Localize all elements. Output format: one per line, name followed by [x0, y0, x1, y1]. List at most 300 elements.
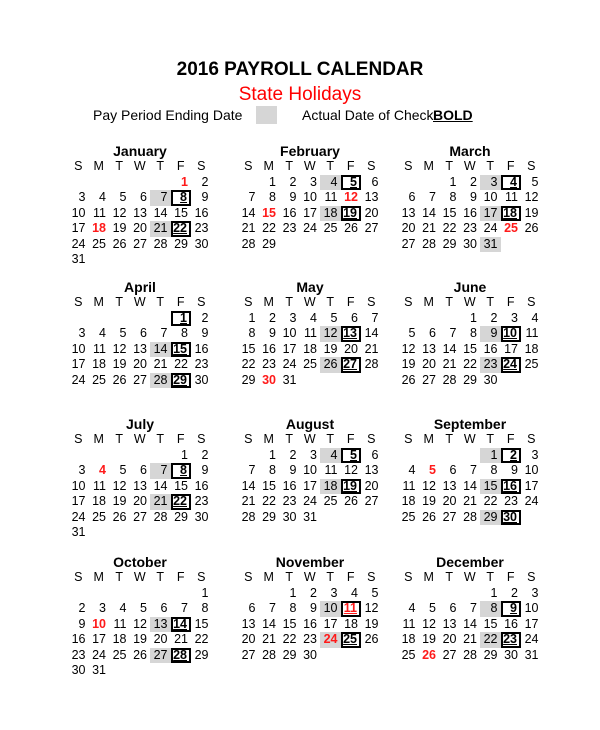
- day-cell: 4: [99, 190, 106, 204]
- check-date-day: 11: [341, 601, 362, 617]
- weekday-header: M: [93, 295, 104, 309]
- empty-cell: [68, 448, 89, 464]
- day-cell: 7: [429, 190, 436, 204]
- day-cell: 15: [174, 478, 188, 493]
- day-cell: 16: [282, 205, 297, 220]
- check-date-day: 2: [501, 448, 522, 464]
- day-cell: 26: [133, 647, 147, 662]
- day-cell: 7: [470, 463, 477, 477]
- day-cell: 15: [241, 341, 256, 356]
- day-cell: 13: [364, 190, 379, 204]
- day-cell: 1: [289, 585, 297, 600]
- weekday-header: T: [156, 295, 165, 309]
- day-cell: 13: [133, 341, 147, 356]
- weekday-header: S: [197, 159, 206, 173]
- weekday-header: F: [176, 295, 185, 309]
- weekday-header: W: [133, 570, 146, 584]
- day-cell: 27: [133, 509, 147, 524]
- day-cell: 10: [71, 341, 86, 356]
- empty-cell: [419, 448, 440, 464]
- empty-cell: [130, 311, 151, 327]
- day-cell: 26: [344, 221, 358, 235]
- weekday-header: T: [285, 570, 294, 584]
- day-cell: 15: [483, 616, 498, 631]
- weekday-header: W: [133, 295, 146, 309]
- day-cell: 10: [71, 205, 86, 220]
- day-cell: 31: [282, 372, 297, 387]
- pay-period-end-day: 9: [480, 326, 501, 342]
- day-cell: 8: [470, 326, 477, 340]
- weekday-header: F: [346, 570, 355, 584]
- month-grid: [238, 432, 382, 525]
- weekday-header: T: [285, 295, 294, 309]
- month-name: November: [275, 554, 345, 570]
- empty-cell: [130, 448, 151, 464]
- empty-cell: [439, 311, 460, 327]
- weekday-header: S: [404, 570, 413, 584]
- pay-period-end-day: 31: [480, 237, 501, 253]
- check-date-day: 16: [501, 479, 522, 495]
- empty-cell: [150, 586, 171, 602]
- legend-gray-swatch: [256, 106, 277, 124]
- day-cell: 26: [524, 221, 539, 235]
- day-cell: 13: [401, 205, 416, 220]
- day-cell: 26: [344, 494, 358, 508]
- weekday-header: T: [445, 159, 454, 173]
- day-cell: 3: [78, 190, 86, 204]
- day-cell: 16: [303, 616, 317, 631]
- day-cell: 13: [241, 616, 256, 631]
- day-cell: 20: [133, 357, 147, 371]
- holiday-day: 18: [92, 221, 106, 235]
- day-cell: 2: [289, 174, 297, 189]
- legend-check-label: Actual Date of Check: [302, 107, 434, 123]
- day-cell: 19: [364, 616, 379, 631]
- day-cell: 6: [140, 463, 147, 477]
- weekday-header: T: [156, 432, 165, 446]
- empty-cell: [109, 586, 130, 602]
- day-cell: 16: [194, 205, 209, 220]
- day-cell: 26: [364, 632, 379, 646]
- day-cell: 16: [463, 205, 477, 220]
- day-cell: 26: [112, 236, 127, 251]
- day-cell: 15: [442, 205, 457, 220]
- day-cell: 18: [112, 632, 127, 646]
- check-date-day: 18: [501, 206, 522, 222]
- day-cell: 25: [92, 236, 106, 251]
- day-cell: 6: [351, 310, 358, 325]
- weekday-header: S: [244, 295, 253, 309]
- month-grid: [68, 295, 212, 388]
- day-cell: 29: [442, 236, 457, 251]
- day-cell: 1: [470, 310, 477, 325]
- empty-cell: [419, 586, 440, 602]
- empty-cell: [68, 311, 89, 327]
- day-cell: 27: [364, 494, 379, 508]
- state-holidays-label: State Holidays: [238, 84, 362, 105]
- day-cell: 28: [241, 509, 256, 524]
- weekday-header: W: [133, 159, 146, 173]
- empty-cell: [171, 586, 192, 602]
- check-date-day: 5: [341, 175, 362, 191]
- pay-period-end-day: 13: [150, 617, 171, 633]
- pay-period-end-day: 24: [320, 632, 341, 648]
- day-cell: 25: [524, 357, 539, 371]
- day-cell: 12: [422, 616, 436, 631]
- day-cell: 1: [269, 174, 276, 189]
- day-cell: 27: [133, 236, 147, 251]
- day-cell: 24: [524, 494, 539, 508]
- weekday-header: T: [115, 570, 124, 584]
- day-cell: 12: [112, 205, 127, 220]
- empty-cell: [109, 448, 130, 464]
- check-date-day: 15: [171, 342, 192, 358]
- day-cell: 24: [303, 494, 317, 508]
- check-date-day: 23: [501, 632, 522, 648]
- month-name: October: [113, 554, 167, 570]
- weekday-header: F: [346, 432, 355, 446]
- weekday-header: F: [346, 159, 355, 173]
- weekday-header: S: [197, 432, 206, 446]
- day-cell: 5: [119, 326, 127, 340]
- day-cell: 29: [282, 647, 297, 662]
- day-cell: 3: [531, 447, 539, 462]
- pay-period-end-day: 1: [480, 448, 501, 464]
- empty-cell: [150, 448, 171, 464]
- weekday-header: S: [527, 570, 536, 584]
- day-cell: 6: [140, 190, 147, 204]
- weekday-header: F: [506, 570, 515, 584]
- month-july: [68, 416, 212, 541]
- month-grid: [68, 432, 212, 541]
- day-cell: 17: [504, 341, 518, 356]
- month-name: March: [449, 143, 491, 159]
- weekday-header: S: [74, 295, 83, 309]
- day-cell: 7: [248, 190, 256, 204]
- empty-cell: [89, 586, 110, 602]
- weekday-header: W: [463, 432, 476, 446]
- day-cell: 31: [92, 663, 106, 677]
- day-cell: 29: [262, 236, 276, 251]
- day-cell: 31: [71, 252, 86, 266]
- weekday-header: T: [445, 570, 454, 584]
- day-cell: 10: [524, 463, 539, 477]
- check-date-day: 9: [501, 601, 522, 617]
- weekday-header: M: [93, 432, 104, 446]
- month-november: [238, 554, 382, 663]
- check-date-day: 1: [171, 311, 192, 327]
- empty-cell: [150, 311, 171, 327]
- day-cell: 17: [92, 632, 106, 646]
- day-cell: 27: [442, 509, 457, 524]
- weekday-header: T: [156, 570, 165, 584]
- weekday-header: T: [115, 295, 124, 309]
- day-cell: 15: [194, 616, 209, 631]
- day-cell: 19: [524, 205, 539, 220]
- day-cell: 3: [330, 585, 338, 600]
- day-cell: 30: [194, 372, 209, 387]
- pay-period-end-day: 23: [480, 357, 501, 373]
- day-cell: 29: [463, 372, 477, 387]
- pay-period-end-day: 7: [150, 190, 171, 206]
- day-cell: 8: [449, 190, 457, 204]
- month-grid: [68, 570, 212, 679]
- day-cell: 20: [422, 357, 436, 371]
- weekday-header: W: [463, 570, 476, 584]
- day-cell: 3: [78, 326, 86, 340]
- day-cell: 8: [201, 601, 209, 615]
- day-cell: 1: [449, 174, 457, 189]
- weekday-header: S: [74, 570, 83, 584]
- day-cell: 8: [490, 463, 498, 477]
- month-june: [398, 279, 542, 388]
- day-cell: 10: [524, 601, 539, 615]
- day-cell: 2: [310, 585, 317, 600]
- weekday-header: S: [367, 159, 376, 173]
- day-cell: 8: [269, 463, 276, 477]
- empty-cell: [89, 448, 110, 464]
- weekday-header: S: [244, 432, 253, 446]
- weekday-header: T: [115, 159, 124, 173]
- check-date-day: 25: [341, 632, 362, 648]
- day-cell: 20: [241, 632, 256, 646]
- weekday-header: S: [367, 570, 376, 584]
- day-cell: 21: [463, 494, 477, 508]
- day-cell: 8: [248, 326, 256, 340]
- weekday-header: W: [463, 295, 476, 309]
- day-cell: 6: [449, 601, 457, 615]
- day-cell: 23: [71, 647, 86, 662]
- day-cell: 1: [201, 585, 209, 600]
- month-name: January: [113, 143, 167, 159]
- empty-cell: [238, 448, 259, 464]
- weekday-header: T: [445, 295, 454, 309]
- day-cell: 2: [78, 601, 86, 615]
- weekday-header: S: [367, 295, 376, 309]
- month-name: February: [280, 143, 340, 159]
- day-cell: 2: [201, 447, 209, 462]
- month-grid: [238, 159, 382, 252]
- day-cell: 28: [153, 236, 168, 251]
- weekday-header: F: [346, 295, 355, 309]
- holiday-day: 15: [262, 205, 276, 220]
- day-cell: 31: [524, 647, 539, 662]
- weekday-header: T: [486, 432, 495, 446]
- day-cell: 26: [422, 509, 436, 524]
- weekday-header: S: [244, 570, 253, 584]
- day-cell: 13: [442, 616, 457, 631]
- day-cell: 18: [303, 341, 317, 356]
- day-cell: 18: [92, 357, 106, 371]
- month-name: June: [453, 279, 487, 295]
- day-cell: 5: [371, 585, 379, 600]
- day-cell: 3: [289, 310, 297, 325]
- day-cell: 27: [442, 647, 457, 662]
- day-cell: 12: [364, 601, 379, 615]
- day-cell: 9: [289, 190, 297, 204]
- month-name: December: [436, 554, 504, 570]
- day-cell: 6: [408, 190, 416, 204]
- day-cell: 12: [422, 478, 436, 493]
- day-cell: 7: [269, 601, 276, 615]
- pay-period-end-day: 4: [320, 175, 341, 191]
- holiday-day: 5: [429, 463, 436, 477]
- weekday-header: S: [197, 295, 206, 309]
- day-cell: 15: [174, 205, 188, 220]
- day-cell: 23: [194, 221, 209, 235]
- weekday-header: S: [404, 432, 413, 446]
- day-cell: 23: [282, 221, 297, 235]
- empty-cell: [398, 448, 419, 464]
- holiday-day: 1: [181, 174, 188, 189]
- month-name: September: [433, 416, 507, 432]
- day-cell: 9: [201, 190, 209, 204]
- day-cell: 5: [119, 190, 127, 204]
- day-cell: 7: [449, 326, 457, 340]
- day-cell: 14: [241, 478, 256, 493]
- day-cell: 12: [344, 463, 358, 477]
- weekday-header: S: [404, 159, 413, 173]
- day-cell: 28: [463, 509, 477, 524]
- month-name: July: [125, 416, 154, 432]
- empty-cell: [68, 175, 89, 191]
- weekday-header: S: [367, 432, 376, 446]
- empty-cell: [109, 175, 130, 191]
- day-cell: 10: [303, 463, 317, 477]
- pay-period-end-day: 22: [480, 632, 501, 648]
- weekday-header: M: [263, 159, 274, 173]
- month-april: [68, 279, 212, 388]
- empty-cell: [398, 311, 419, 327]
- day-cell: 3: [310, 447, 317, 462]
- weekday-header: F: [176, 432, 185, 446]
- month-may: [238, 279, 382, 388]
- empty-cell: [460, 448, 481, 464]
- day-cell: 9: [78, 616, 86, 631]
- day-cell: 13: [364, 463, 379, 477]
- day-cell: 18: [401, 494, 416, 508]
- day-cell: 16: [194, 341, 209, 356]
- weekday-header: M: [93, 570, 104, 584]
- weekday-header: T: [445, 432, 454, 446]
- check-date-day: 14: [171, 617, 192, 633]
- weekday-header: M: [423, 159, 434, 173]
- pay-period-end-day: 4: [320, 448, 341, 464]
- day-cell: 9: [201, 463, 209, 477]
- day-cell: 19: [133, 632, 147, 646]
- weekday-header: T: [326, 570, 335, 584]
- day-cell: 31: [71, 525, 86, 539]
- day-cell: 13: [133, 478, 147, 493]
- check-date-day: 30: [501, 510, 522, 526]
- day-cell: 14: [442, 341, 457, 356]
- check-date-day: 19: [341, 206, 362, 222]
- weekday-header: W: [303, 570, 316, 584]
- empty-cell: [89, 311, 110, 327]
- day-cell: 14: [153, 478, 168, 493]
- day-cell: 28: [442, 372, 457, 387]
- day-cell: 18: [524, 341, 539, 356]
- weekday-header: M: [423, 432, 434, 446]
- day-cell: 22: [463, 357, 477, 371]
- weekday-header: F: [506, 295, 515, 309]
- pay-period-end-day: 3: [480, 175, 501, 191]
- day-cell: 4: [351, 585, 358, 600]
- day-cell: 20: [364, 205, 379, 220]
- day-cell: 24: [483, 221, 498, 235]
- weekday-header: F: [176, 159, 185, 173]
- weekday-header: F: [506, 432, 515, 446]
- day-cell: 11: [304, 326, 317, 340]
- day-cell: 6: [248, 601, 256, 615]
- day-cell: 24: [71, 372, 86, 387]
- check-date-day: 22: [171, 494, 192, 510]
- day-cell: 12: [401, 341, 416, 356]
- day-cell: 31: [303, 509, 317, 524]
- day-cell: 30: [504, 647, 518, 662]
- day-cell: 29: [174, 236, 188, 251]
- day-cell: 6: [429, 326, 436, 340]
- weekday-header: F: [506, 159, 515, 173]
- check-date-day: 24: [501, 357, 522, 373]
- day-cell: 19: [323, 341, 338, 356]
- month-march: [398, 143, 542, 252]
- month-september: [398, 416, 542, 525]
- month-name: May: [296, 279, 324, 295]
- day-cell: 24: [71, 509, 86, 524]
- day-cell: 19: [112, 221, 127, 235]
- day-cell: 4: [408, 463, 416, 477]
- day-cell: 4: [408, 601, 416, 615]
- day-cell: 19: [112, 357, 127, 371]
- day-cell: 24: [92, 647, 106, 662]
- day-cell: 16: [504, 616, 518, 631]
- day-cell: 15: [262, 478, 276, 493]
- holiday-day: 25: [504, 221, 518, 235]
- empty-cell: [398, 175, 419, 191]
- day-cell: 21: [442, 357, 457, 371]
- day-cell: 5: [140, 601, 147, 615]
- day-cell: 21: [463, 632, 477, 646]
- day-cell: 27: [401, 236, 416, 251]
- day-cell: 6: [160, 601, 168, 615]
- day-cell: 7: [160, 326, 168, 340]
- weekday-header: M: [263, 432, 274, 446]
- day-cell: 25: [303, 357, 317, 371]
- empty-cell: [109, 311, 130, 327]
- day-cell: 14: [153, 205, 168, 220]
- month-name: August: [285, 416, 335, 432]
- day-cell: 30: [483, 372, 498, 387]
- day-cell: 21: [241, 494, 256, 508]
- day-cell: 28: [364, 357, 379, 371]
- check-date-day: 4: [501, 175, 522, 191]
- day-cell: 9: [310, 601, 317, 615]
- weekday-header: W: [303, 432, 316, 446]
- day-cell: 14: [364, 326, 379, 340]
- day-cell: 25: [401, 509, 416, 524]
- day-cell: 30: [194, 236, 209, 251]
- day-cell: 29: [262, 509, 276, 524]
- day-cell: 11: [93, 478, 106, 493]
- month-grid: [238, 295, 382, 388]
- day-cell: 11: [402, 616, 416, 631]
- day-cell: 28: [463, 647, 477, 662]
- day-cell: 24: [303, 221, 317, 235]
- day-cell: 16: [262, 341, 276, 356]
- check-date-day: 5: [341, 448, 362, 464]
- day-cell: 2: [269, 310, 276, 325]
